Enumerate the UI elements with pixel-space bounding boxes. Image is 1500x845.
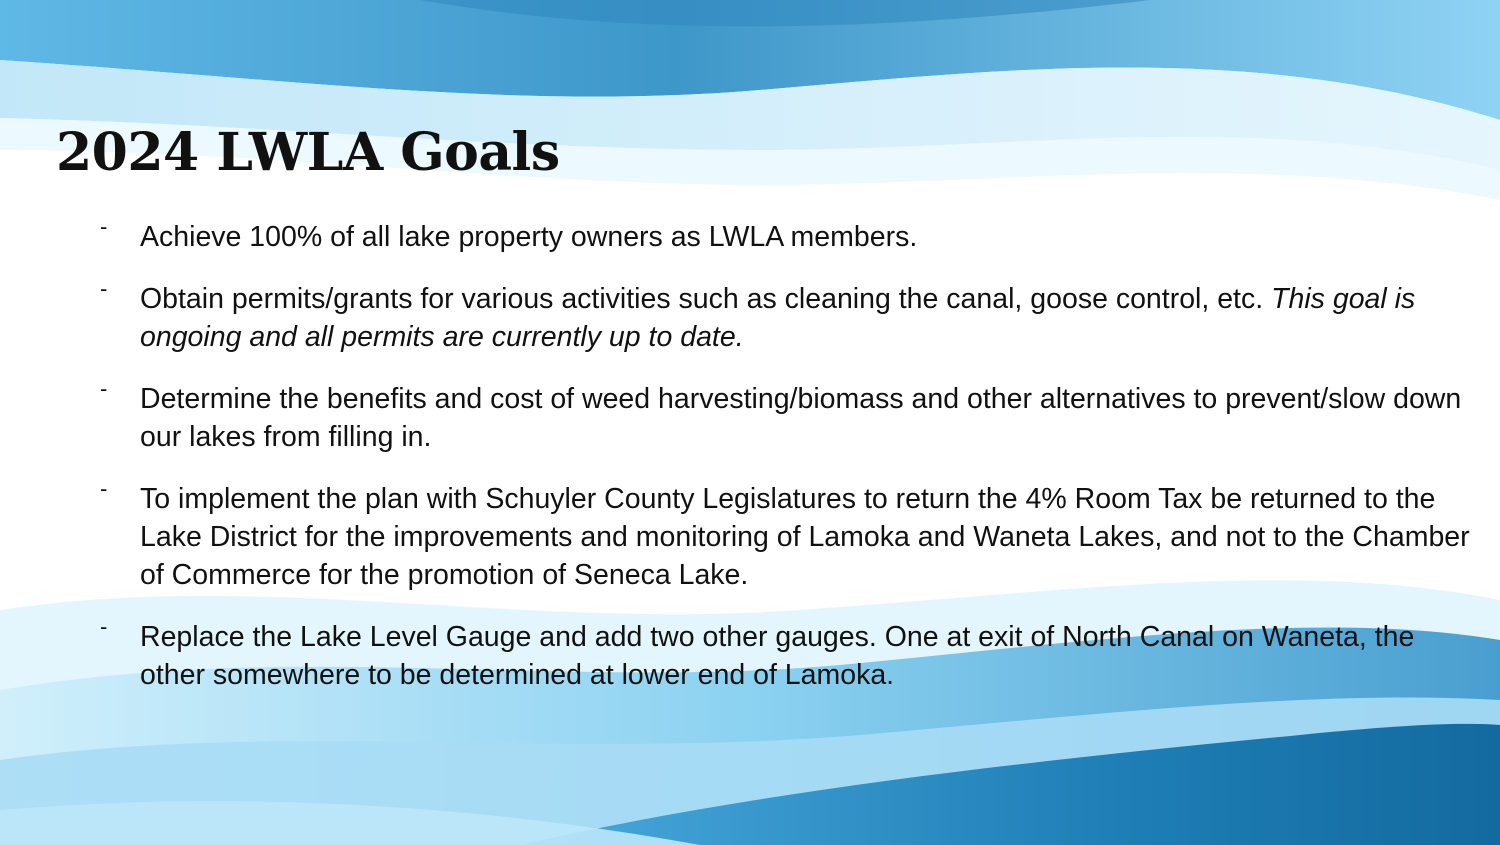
bullet-dash: -: [100, 214, 108, 239]
list-item: [100, 614, 1470, 694]
goals-list: [100, 214, 1470, 718]
bullet-dash: -: [100, 276, 108, 301]
goal-text-main: Replace the Lake Level Gauge and add two other gauges. One at exit of North Canal on Waneta, the other somewhere to be determined at lower end of Lamoka.: [140, 621, 1415, 691]
goal-text: [140, 218, 1470, 256]
list-item: [100, 476, 1470, 594]
goal-text-note: This goal is ongoing and all permits are currently up to date.: [140, 283, 1416, 353]
bullet-dash: -: [100, 476, 108, 501]
list-item: [100, 276, 1470, 356]
goal-text: [140, 480, 1470, 594]
goal-text: [140, 380, 1470, 456]
goal-text: [140, 618, 1470, 694]
list-item: [100, 376, 1470, 456]
goal-text: [140, 280, 1470, 356]
goal-text-main: Obtain permits/grants for various activities such as cleaning the canal, goose control, etc.: [140, 283, 1272, 315]
goal-text-main: Determine the benefits and cost of weed harvesting/biomass and other alternatives to prevent/slow down our lakes from filling in.: [140, 383, 1462, 453]
bullet-dash: -: [100, 376, 108, 401]
goal-text-main: To implement the plan with Schuyler County Legislatures to return the 4% Room Tax be returned to the Lake District for the improvements and monitoring of Lamoka and Waneta Lakes, and not to the Chamber of Commerce for the promotion of Seneca Lake.: [140, 483, 1470, 591]
list-item: [100, 214, 1470, 256]
slide-title: 2024 LWLA Goals: [56, 122, 560, 183]
goal-text-main: Achieve 100% of all lake property owners as LWLA members.: [140, 221, 918, 253]
bullet-dash: -: [100, 614, 108, 639]
